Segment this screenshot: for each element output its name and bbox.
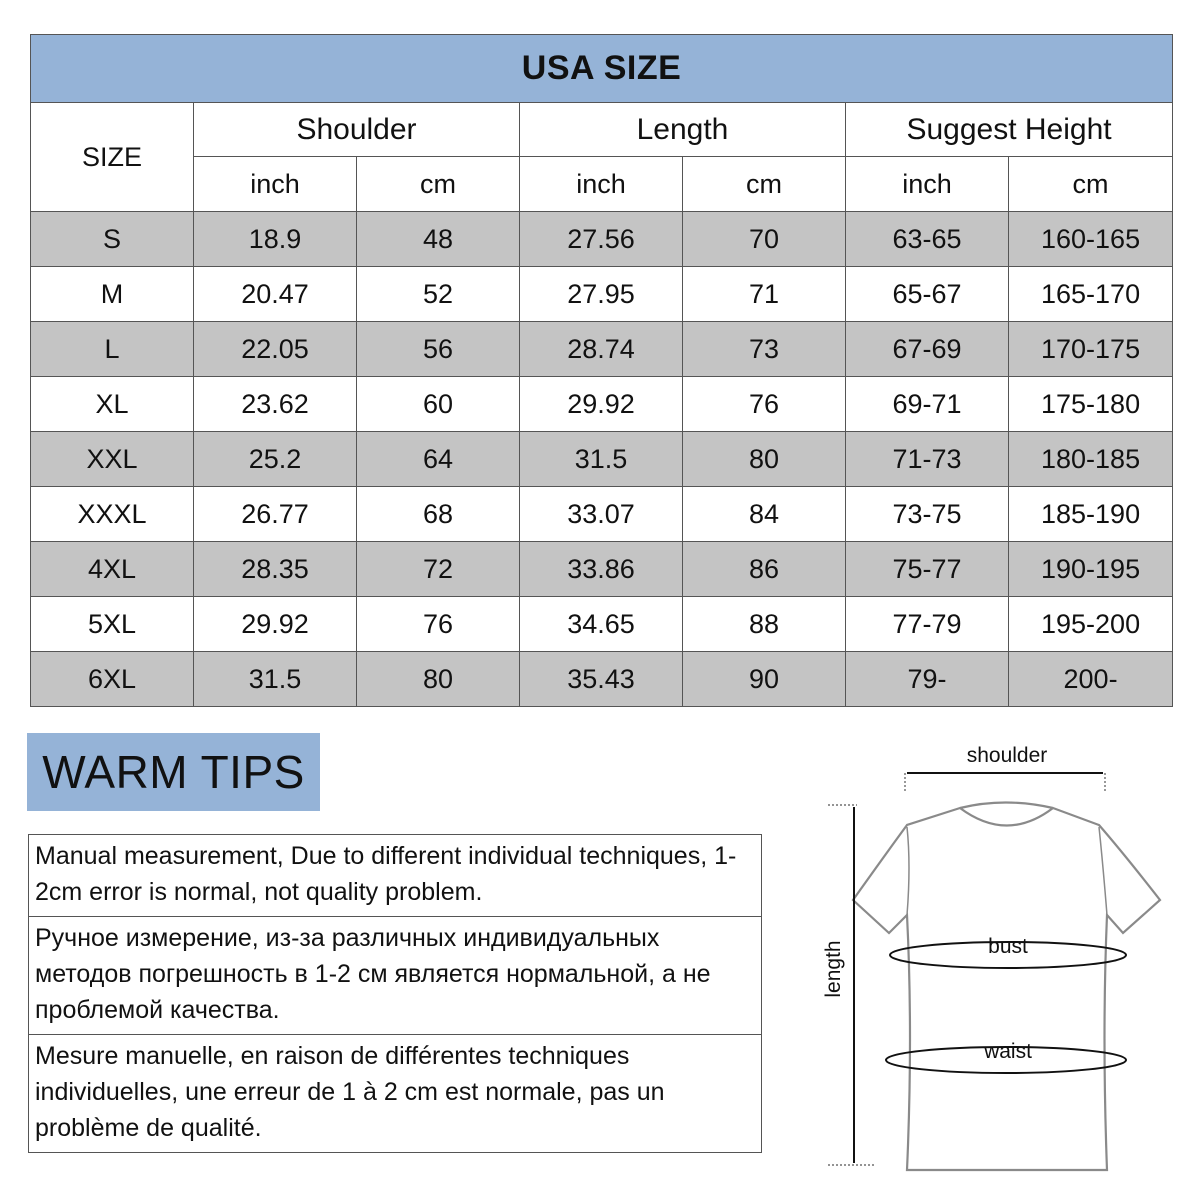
length-label: length [822, 940, 845, 998]
measurement-cell: 28.74 [520, 322, 683, 377]
table-row [31, 212, 1173, 267]
shoulder-label: shoulder [966, 744, 1048, 767]
measurement-cell: 185-190 [1009, 487, 1173, 542]
measurement-cell: 77-79 [846, 597, 1009, 652]
unit-header: cm [357, 157, 520, 212]
measurement-cell: 67-69 [846, 322, 1009, 377]
measurement-cell: 29.92 [520, 377, 683, 432]
measurement-cell: 73-75 [846, 487, 1009, 542]
measurement-cell: 31.5 [194, 652, 357, 707]
measurement-cell: 68 [357, 487, 520, 542]
measurement-cell: 69-71 [846, 377, 1009, 432]
measurement-cell: 25.2 [194, 432, 357, 487]
measurement-cell: 86 [683, 542, 846, 597]
table-row [31, 267, 1173, 322]
table-row [31, 322, 1173, 377]
measurement-cell: 200- [1009, 652, 1173, 707]
measurement-cell: 75-77 [846, 542, 1009, 597]
size-chart-table [30, 34, 1173, 707]
measurement-cell: 170-175 [1009, 322, 1173, 377]
measurement-cell: 76 [683, 377, 846, 432]
measurement-cell: 34.65 [520, 597, 683, 652]
size-cell: 6XL [31, 652, 194, 707]
measurement-cell: 70 [683, 212, 846, 267]
measurement-cell: 31.5 [520, 432, 683, 487]
measurement-cell: 22.05 [194, 322, 357, 377]
measurement-cell: 71 [683, 267, 846, 322]
measurement-cell: 73 [683, 322, 846, 377]
warm-tips-heading: WARM TIPS [27, 733, 320, 811]
unit-header: inch [194, 157, 357, 212]
size-cell: XL [31, 377, 194, 432]
measurement-cell: 180-185 [1009, 432, 1173, 487]
table-title: USA SIZE [31, 35, 1173, 103]
measurement-cell: 165-170 [1009, 267, 1173, 322]
shoulder-group-header: Shoulder [194, 103, 520, 157]
measurement-cell: 160-165 [1009, 212, 1173, 267]
tip-english: Manual measurement, Due to different individual techniques, 1-2cm error is normal, not quality problem. [29, 835, 761, 917]
table-row [31, 597, 1173, 652]
measurement-cell: 28.35 [194, 542, 357, 597]
measurement-cell: 52 [357, 267, 520, 322]
measurement-cell: 80 [357, 652, 520, 707]
measurement-cell: 63-65 [846, 212, 1009, 267]
measurement-cell: 90 [683, 652, 846, 707]
measurement-cell: 18.9 [194, 212, 357, 267]
tip-russian: Ручное измерение, из-за различных индивидуальных методов погрешность в 1-2 см является нормальной, а не проблемой качества. [29, 917, 761, 1035]
table-row [31, 542, 1173, 597]
measurement-cell: 48 [357, 212, 520, 267]
measurement-cell: 26.77 [194, 487, 357, 542]
unit-header: cm [1009, 157, 1173, 212]
measurement-cell: 79- [846, 652, 1009, 707]
measurement-cell: 27.56 [520, 212, 683, 267]
size-cell: XXXL [31, 487, 194, 542]
measurement-cell: 72 [357, 542, 520, 597]
measurement-cell: 35.43 [520, 652, 683, 707]
size-cell: L [31, 322, 194, 377]
length-group-header: Length [520, 103, 846, 157]
size-column-header: SIZE [31, 103, 194, 212]
suggest-height-group-header: Suggest Height [846, 103, 1173, 157]
table-row [31, 432, 1173, 487]
tshirt-measurement-diagram [815, 735, 1175, 1175]
waist-label: waist [984, 1040, 1032, 1063]
size-cell: S [31, 212, 194, 267]
measurement-cell: 88 [683, 597, 846, 652]
table-row [31, 652, 1173, 707]
warm-tips-box [28, 834, 762, 1153]
size-cell: M [31, 267, 194, 322]
measurement-cell: 65-67 [846, 267, 1009, 322]
measurement-cell: 56 [357, 322, 520, 377]
measurement-cell: 33.86 [520, 542, 683, 597]
measurement-cell: 175-180 [1009, 377, 1173, 432]
bust-label: bust [988, 935, 1028, 958]
measurement-cell: 23.62 [194, 377, 357, 432]
measurement-cell: 29.92 [194, 597, 357, 652]
measurement-cell: 80 [683, 432, 846, 487]
tshirt-outline-icon [853, 803, 1160, 1171]
measurement-cell: 84 [683, 487, 846, 542]
size-cell: 4XL [31, 542, 194, 597]
table-row [31, 377, 1173, 432]
measurement-cell: 76 [357, 597, 520, 652]
unit-header: inch [846, 157, 1009, 212]
size-cell: 5XL [31, 597, 194, 652]
measurement-cell: 20.47 [194, 267, 357, 322]
measurement-cell: 71-73 [846, 432, 1009, 487]
tip-french: Mesure manuelle, en raison de différentes techniques individuelles, une erreur de 1 à 2 cm est normale, pas un problème de qualité. [35, 1042, 665, 1142]
measurement-cell: 190-195 [1009, 542, 1173, 597]
measurement-cell: 33.07 [520, 487, 683, 542]
measurement-cell: 60 [357, 377, 520, 432]
table-row [31, 487, 1173, 542]
unit-header: cm [683, 157, 846, 212]
size-rows [31, 212, 1173, 707]
measurement-cell: 195-200 [1009, 597, 1173, 652]
unit-header: inch [520, 157, 683, 212]
measurement-cell: 64 [357, 432, 520, 487]
measurement-cell: 27.95 [520, 267, 683, 322]
size-cell: XXL [31, 432, 194, 487]
